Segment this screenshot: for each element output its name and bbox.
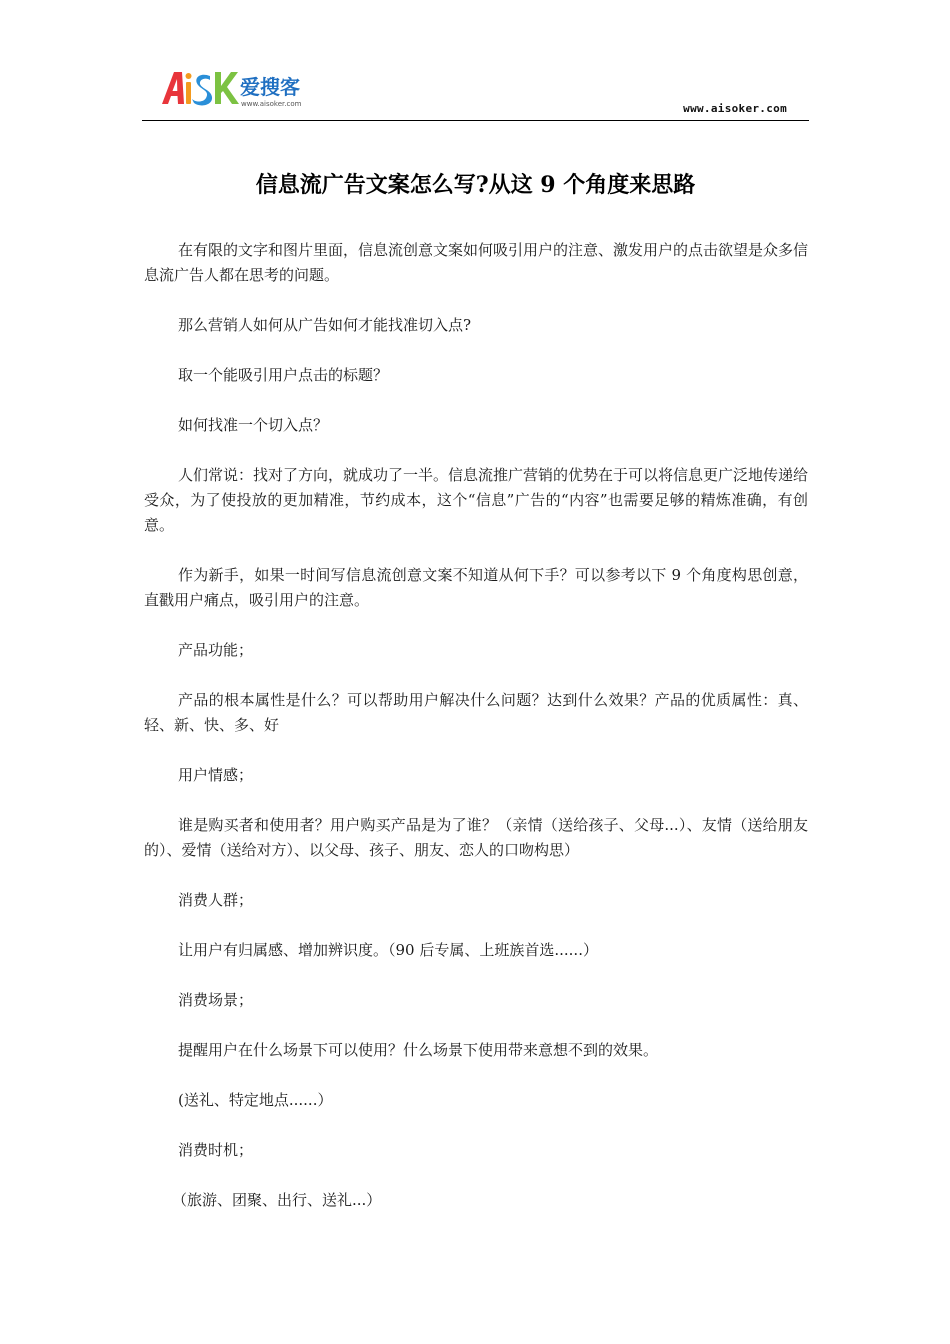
aisoker-logo: [160, 64, 330, 110]
logo-subtext: www.aisoker.com: [241, 100, 302, 108]
document-title: 信息流广告文案怎么写?从这 9 个角度来思路: [255, 172, 696, 198]
logo-text: 爱搜客: [240, 75, 300, 99]
paragraph: 让用户有归属感、增加辨识度。（90 后专属、上班族首选......）: [178, 941, 598, 959]
site-url: www.aisoker.com: [683, 102, 787, 115]
paragraph: 如何找准一个切入点？: [178, 416, 329, 434]
section-heading: 用户情感；: [178, 766, 254, 784]
document-body: [144, 238, 808, 1238]
section-heading: 消费场景；: [178, 991, 254, 1009]
paragraph: 产品的根本属性是什么？可以帮助用户解决什么问题？达到什么效果？产品的优质属性：真、轻、新、快、多、好: [144, 691, 808, 734]
section-heading: 产品功能；: [178, 641, 254, 659]
section-heading: 消费时机；: [178, 1141, 254, 1159]
paragraph: 谁是购买者和使用者？用户购买产品是为了谁？（亲情（送给孩子、父母...）、友情（送给朋友的）、爱情（送给对方）、以父母、孩子、朋友、恋人的口吻构思）: [144, 816, 808, 859]
paragraph: 提醒用户在什么场景下可以使用？什么场景下使用带来意想不到的效果。: [178, 1041, 659, 1059]
paragraph: 在有限的文字和图片里面，信息流创意文案如何吸引用户的注意、激发用户的点击欲望是众多信息流广告人都在思考的问题。: [144, 241, 809, 284]
paragraph: 人们常说：找对了方向，就成功了一半。信息流推广营销的优势在于可以将信息更广泛地传递给受众，为了使投放的更加精准，节约成本，这个“信息”广告的“内容”也需要足够的精炼准确，有创意。: [144, 466, 809, 534]
page-header: [142, 64, 809, 121]
paragraph: (送礼、特定地点......）: [178, 1091, 333, 1109]
paragraph: 那么营销人如何从广告如何才能找准切入点?: [178, 316, 472, 334]
paragraph: 取一个能吸引用户点击的标题？: [178, 366, 389, 384]
paragraph: 作为新手，如果一时间写信息流创意文案不知道从何下手？可以参考以下 9 个角度构思创意，直戳用户痛点，吸引用户的注意。: [144, 566, 808, 609]
section-heading: 消费人群；: [178, 891, 254, 909]
paragraph: （旅游、团聚、出行、送礼...）: [172, 1191, 382, 1209]
